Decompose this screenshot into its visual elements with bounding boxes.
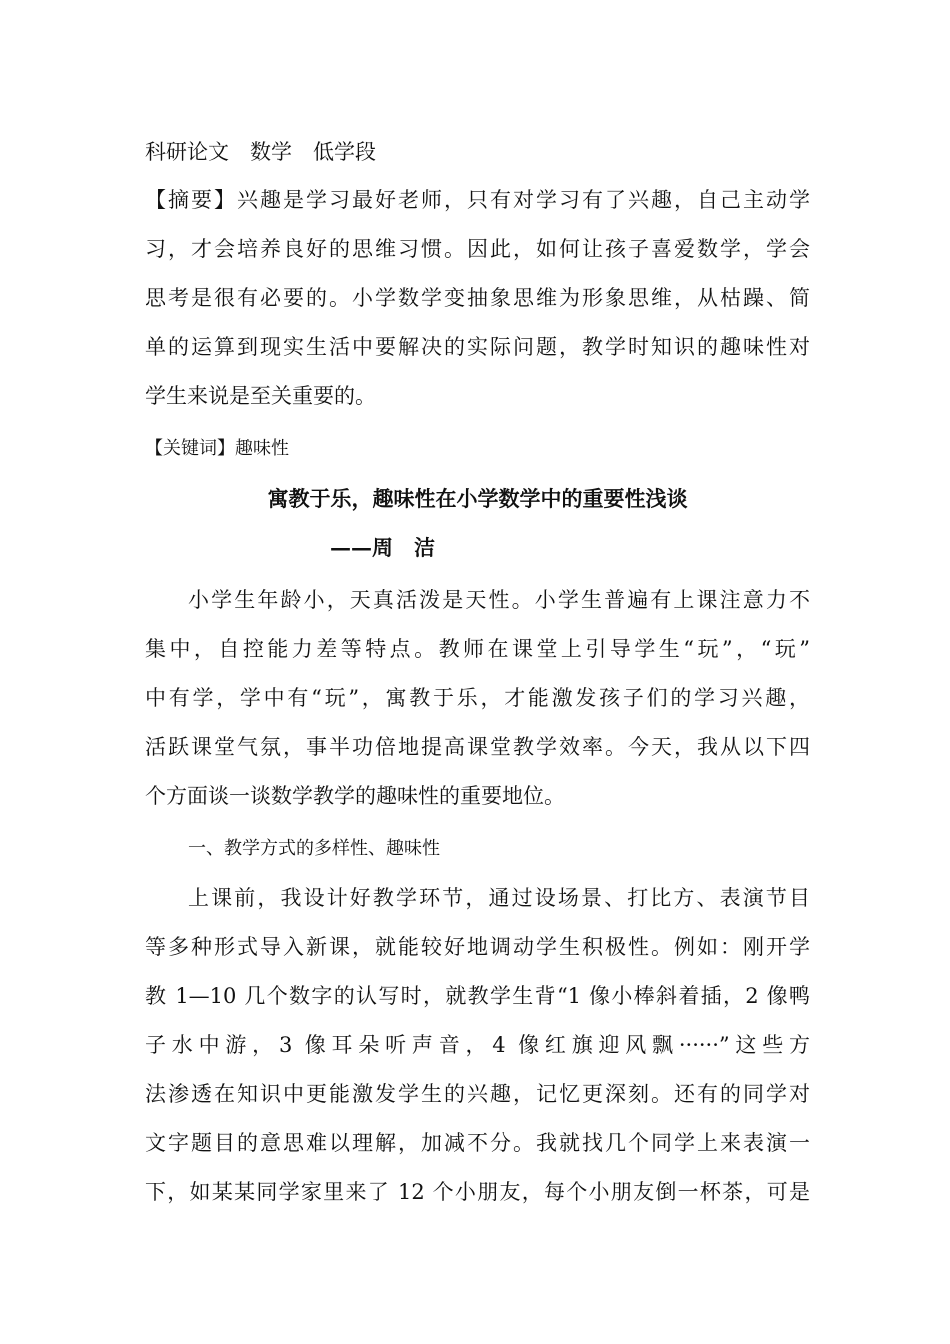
article-title: 寓教于乐，趣味性在小学数学中的重要性浅谈 xyxy=(267,486,688,511)
section-heading: 一、教学方式的多样性、趣味性 xyxy=(188,838,440,859)
intro-line: 中有学，学中有“玩”，寓教于乐，才能激发孩子们的学习兴趣， xyxy=(145,686,810,710)
intro-line: 集中，自控能力差等特点。教师在课堂上引导学生“玩”，“玩” xyxy=(145,637,810,661)
section-line: 法渗透在知识中更能激发学生的兴趣，记忆更深刻。还有的同学对 xyxy=(145,1082,810,1106)
abstract-line: 单的运算到现实生活中要解决的实际问题，教学时知识的趣味性对 xyxy=(145,335,810,359)
section-line: 上课前，我设计好教学环节，通过设场景、打比方、表演节目 xyxy=(188,886,810,910)
intro-line: 活跃课堂气氛，事半功倍地提高课堂教学效率。今天，我从以下四 xyxy=(145,735,810,759)
intro-line: 小学生年龄小，天真活泼是天性。小学生普遍有上课注意力不 xyxy=(188,588,810,612)
article-author: ——周 洁 xyxy=(330,535,435,560)
category-line: 科研论文 数学 低学段 xyxy=(145,140,376,164)
abstract-line: 思考是很有必要的。小学数学变抽象思维为形象思维，从枯躁、简 xyxy=(145,286,810,310)
section-line: 文字题目的意思难以理解，加减不分。我就找几个同学上来表演一 xyxy=(145,1131,810,1155)
keywords-line: 【关键词】趣味性 xyxy=(145,438,289,459)
section-line: 等多种形式导入新课，就能较好地调动学生积极性。例如：刚开学 xyxy=(145,935,810,959)
section-line: 下，如某某同学家里来了 12 个小朋友，每个小朋友倒一杯茶，可是 xyxy=(145,1180,810,1204)
intro-line: 个方面谈一谈数学教学的趣味性的重要地位。 xyxy=(145,784,565,808)
section-line: 教 1—10 几个数字的认写时，就教学生背“1 像小棒斜着插，2 像鸭 xyxy=(145,984,810,1008)
section-line: 子水中游，3 像耳朵听声音，4 像红旗迎风飘······”这些方 xyxy=(145,1033,810,1057)
abstract-line: 学生来说是至关重要的。 xyxy=(145,384,376,408)
abstract-line: 习，才会培养良好的思维习惯。因此，如何让孩子喜爱数学，学会 xyxy=(145,237,810,261)
abstract-line: 【摘要】兴趣是学习最好老师，只有对学习有了兴趣，自己主动学 xyxy=(145,188,810,212)
